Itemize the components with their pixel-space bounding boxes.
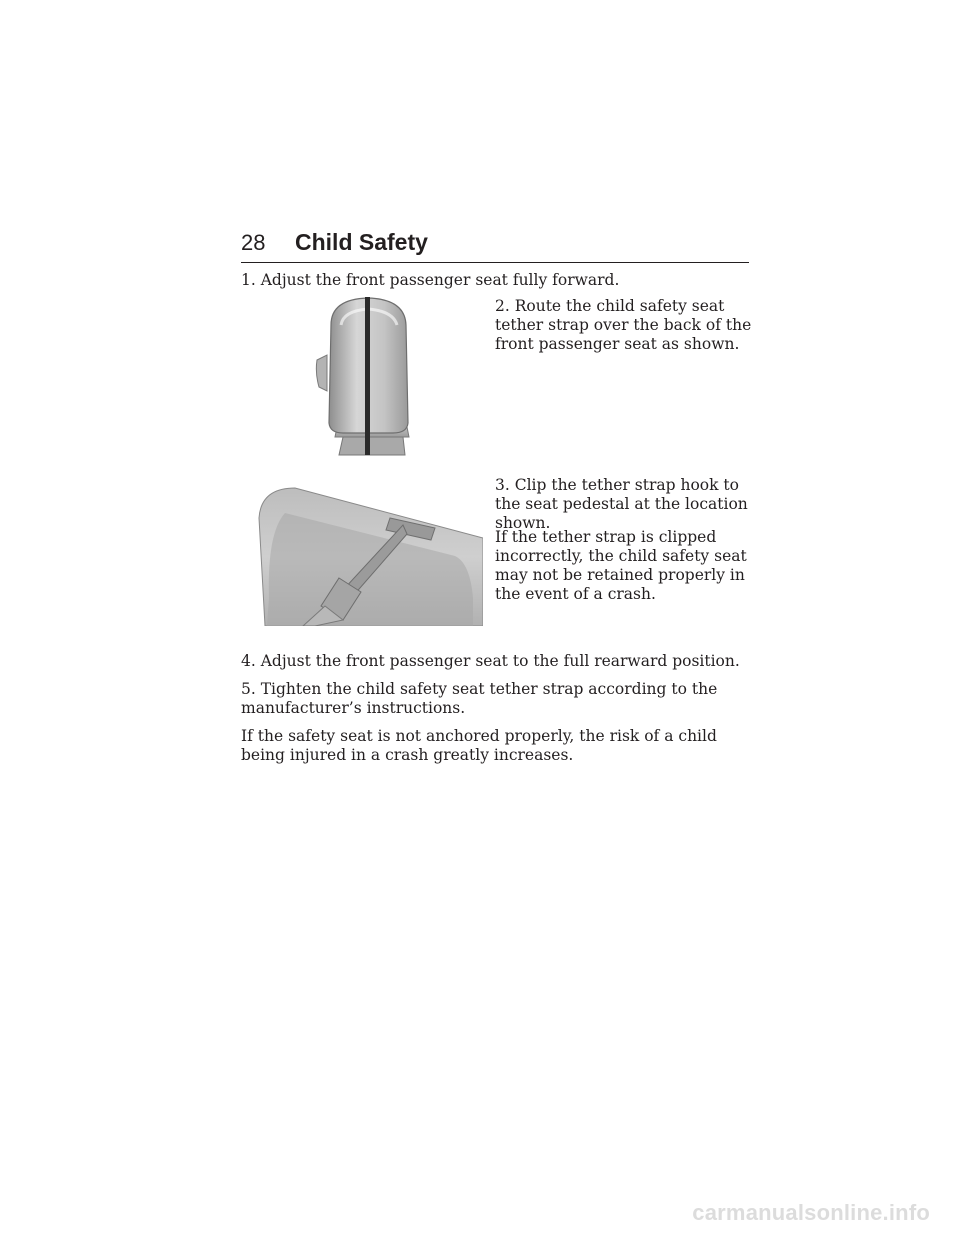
page-header [241, 228, 749, 263]
step-2-text: 2. Route the child safety seat tether strap over the back of the front passenger seat as shown. [495, 297, 752, 353]
page-number: 28 [241, 230, 266, 255]
seat-pedestal-hook-illustration [255, 478, 483, 626]
anchoring-warning-text: If the safety seat is not anchored properly, the risk of a child being injured in a crash greatly increases. [241, 727, 717, 764]
site-watermark: carmanualsonline.info [692, 1200, 930, 1225]
seat-back-tether-illustration [313, 295, 415, 460]
incorrect-clip-warning-text: If the tether strap is clipped incorrectly, the child safety seat may not be retained properly in the event of a crash. [495, 528, 747, 603]
step-5-text: 5. Tighten the child safety seat tether strap according to the manufacturer’s instructions. [241, 680, 718, 717]
section-title: Child Safety [295, 229, 428, 255]
step-3-text: 3. Clip the tether strap hook to the seat pedestal at the location shown. [495, 476, 748, 532]
step-4-text: 4. Adjust the front passenger seat to the full rearward position. [241, 652, 740, 670]
step-1-text: 1. Adjust the front passenger seat fully forward. [241, 271, 620, 289]
